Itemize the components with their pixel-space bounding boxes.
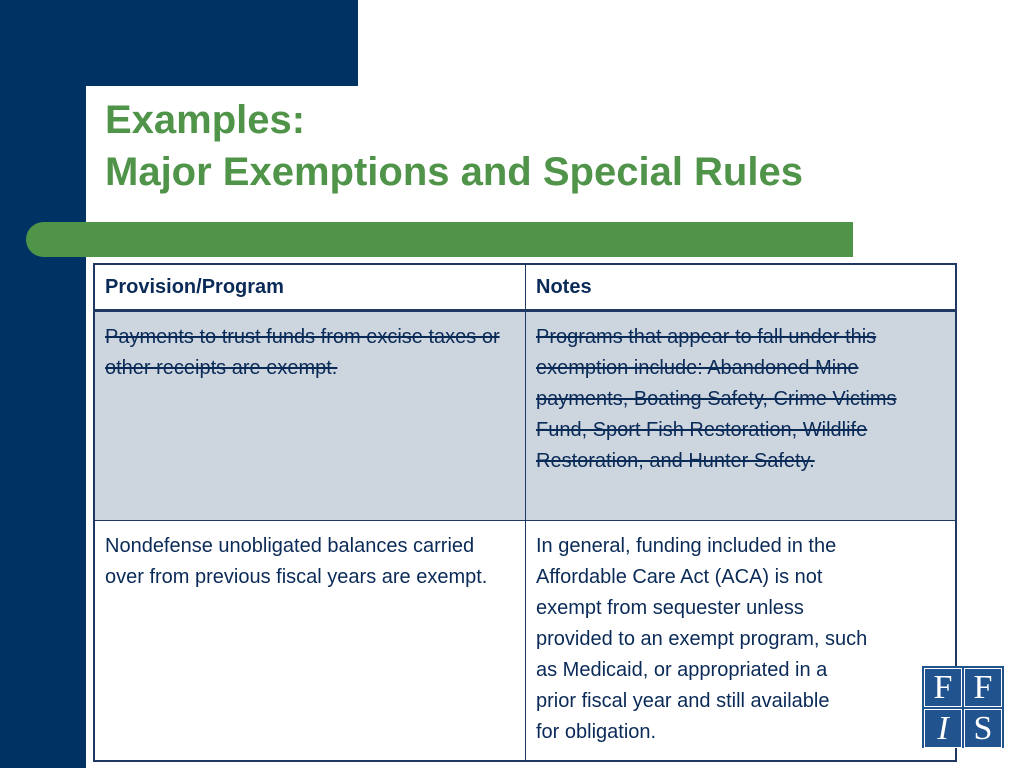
ffis-logo	[922, 666, 1004, 748]
provision-cell	[95, 521, 526, 760]
header-provision: Provision/Program	[95, 265, 526, 309]
notes-line: Affordable Care Act (ACA) is not	[536, 566, 823, 588]
notes-cell	[526, 312, 955, 520]
table-row	[95, 521, 955, 760]
title-line-2: Major Exemptions and Special Rules	[105, 150, 803, 194]
notes-line: In general, funding included in the	[536, 535, 837, 557]
logo-letter: F	[924, 668, 962, 707]
exemptions-table	[93, 263, 957, 762]
logo-letter: I	[924, 709, 962, 748]
notes-line: provided to an exempt program, such	[536, 628, 868, 650]
notes-cell	[526, 521, 955, 760]
table-row	[95, 312, 955, 521]
notes-line: as Medicaid, or appropriated in a	[536, 659, 828, 681]
provision-text: Payments to trust funds from excise taxes or other receipts are exempt.	[105, 326, 500, 379]
logo-letter: S	[964, 709, 1002, 748]
top-navy-block	[0, 0, 358, 86]
provision-text: Nondefense unobligated balances carried over from previous fiscal years are exempt.	[105, 535, 488, 588]
notes-line: for obligation.	[536, 721, 657, 743]
header-notes: Notes	[536, 276, 592, 298]
title-line-1: Examples:	[105, 98, 306, 142]
table-header-row	[95, 265, 955, 312]
provision-cell	[95, 312, 526, 520]
slide-title	[105, 94, 985, 198]
left-navy-band	[0, 0, 86, 768]
notes-line: exempt from sequester unless	[536, 597, 804, 619]
notes-text: Programs that appear to fall under this exemption include: Abandoned Mine payments, Boating Safety, Crime Victims Fund, Sport Fish Restoration, Wildlife Restoration, and Hunter Safety.	[536, 326, 897, 472]
notes-line: prior fiscal year and still available	[536, 690, 830, 712]
green-accent-bar	[26, 222, 853, 257]
logo-letter: F	[964, 668, 1002, 707]
